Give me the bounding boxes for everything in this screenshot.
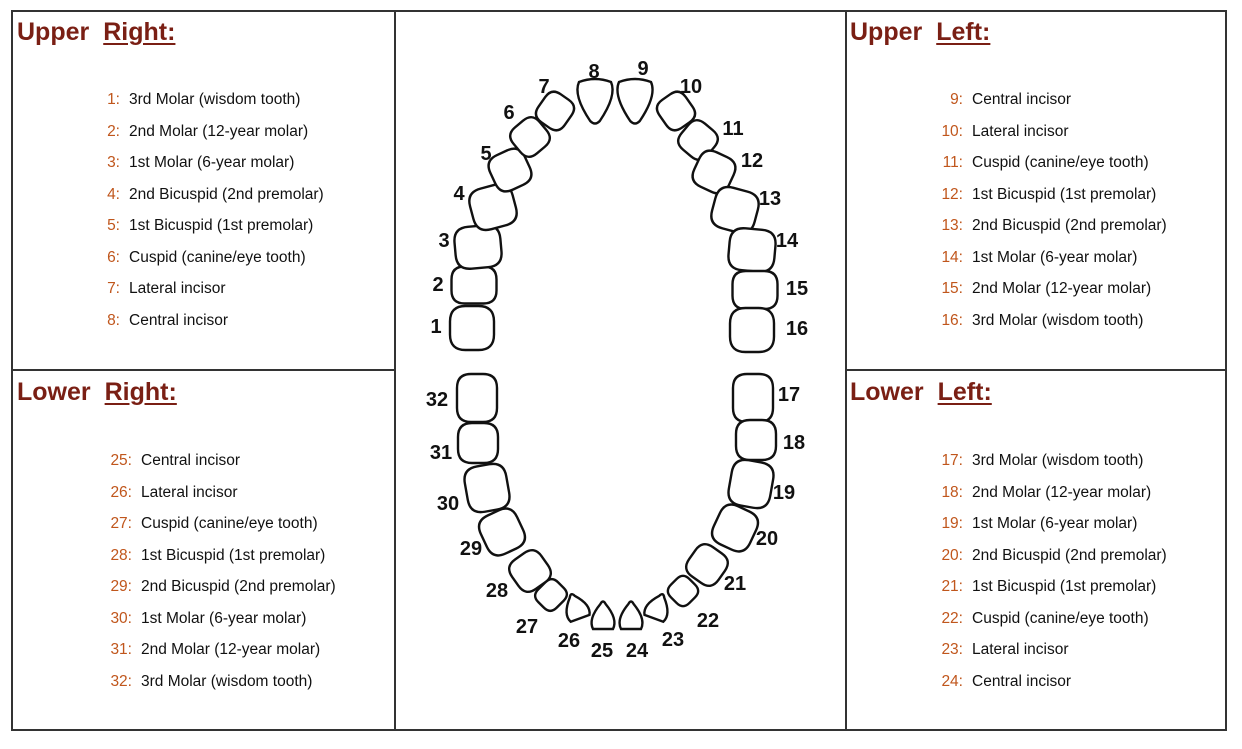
tooth-list-number: 18:	[941, 483, 963, 501]
tooth-list-number: 14:	[941, 248, 963, 266]
tooth-list-number: 12:	[941, 185, 963, 203]
tooth-list-item	[96, 116, 324, 148]
tooth-list-name: Central incisor	[141, 452, 241, 469]
tooth-list-item	[100, 571, 336, 603]
tooth-list-number: 8:	[107, 311, 120, 329]
tooth-number-label: 21	[723, 573, 747, 595]
tooth-list-name: 1st Bicuspid (1st premolar)	[972, 185, 1157, 203]
tooth-number-label: 17	[777, 384, 801, 406]
title-word: Lower	[17, 378, 91, 406]
tooth-list-item	[100, 634, 336, 666]
tooth-19	[726, 458, 775, 511]
tooth-list-name: 2nd Bicuspid (2nd premolar)	[972, 217, 1167, 234]
tooth-number-label: 9	[637, 58, 649, 80]
tooth-list-item	[930, 116, 1167, 148]
tooth-18	[736, 420, 776, 460]
tooth-list-name: 3rd Molar (wisdom tooth)	[141, 672, 313, 690]
quadrant-title	[17, 378, 177, 407]
tooth-list-item	[930, 666, 1167, 698]
title-side: Left:	[936, 18, 991, 46]
tooth-number-label: 18	[782, 432, 806, 454]
tooth-list-name: 1st Molar (6-year molar)	[141, 609, 307, 627]
tooth-number-label: 23	[661, 629, 685, 651]
tooth-8	[577, 79, 612, 124]
tooth-list-name: 3rd Molar (wisdom tooth)	[972, 311, 1144, 329]
tooth-list	[930, 445, 1167, 697]
tooth-list-name: Central incisor	[129, 311, 229, 329]
tooth-list-name: Lateral incisor	[972, 641, 1069, 658]
tooth-list	[100, 445, 336, 697]
tooth-list-number: 31:	[110, 641, 132, 658]
tooth-number-label: 10	[679, 76, 703, 98]
tooth-list-item	[930, 147, 1167, 179]
tooth-15	[733, 271, 778, 309]
tooth-list-name: 2nd Bicuspid (2nd premolar)	[972, 546, 1167, 564]
tooth-number-label: 31	[429, 442, 453, 464]
tooth-list-number: 3:	[107, 154, 120, 171]
tooth-number-label: 30	[436, 493, 460, 515]
tooth-list-number: 5:	[107, 217, 120, 234]
tooth-list-item	[930, 603, 1167, 635]
tooth-list-item	[930, 179, 1167, 211]
tooth-2	[452, 267, 497, 304]
tooth-list-number: 10:	[941, 122, 963, 140]
tooth-number-label: 12	[740, 150, 764, 172]
tooth-chart-diagram	[396, 12, 845, 731]
tooth-list	[930, 84, 1167, 336]
tooth-list-number: 19:	[941, 515, 963, 532]
tooth-list-name: 1st Bicuspid (1st premolar)	[141, 546, 326, 564]
tooth-number-label: 20	[755, 528, 779, 550]
tooth-25	[592, 602, 615, 630]
tooth-list-name: Cuspid (canine/eye tooth)	[972, 609, 1149, 627]
tooth-list-item	[930, 445, 1167, 477]
title-side: Left:	[937, 378, 992, 406]
tooth-17	[733, 374, 773, 422]
tooth-list-name: Cuspid (canine/eye tooth)	[141, 515, 318, 532]
title-word: Upper	[17, 18, 90, 46]
tooth-list-number: 2:	[107, 122, 120, 140]
tooth-number-label: 28	[485, 580, 509, 602]
tooth-list-item	[930, 477, 1167, 509]
tooth-number-label: 25	[590, 640, 614, 662]
tooth-list-item	[930, 84, 1167, 116]
tooth-list-number: 6:	[107, 248, 120, 266]
tooth-list-number: 11:	[942, 154, 963, 171]
teeth-group	[450, 79, 778, 629]
tooth-31	[458, 423, 498, 463]
tooth-list-name: 3rd Molar (wisdom tooth)	[129, 91, 301, 108]
tooth-number-label: 14	[775, 230, 799, 252]
tooth-list-number: 25:	[110, 452, 132, 469]
tooth-list-item	[930, 571, 1167, 603]
tooth-list-name: 1st Molar (6-year molar)	[972, 248, 1138, 266]
tooth-1	[450, 306, 494, 350]
tooth-number-label: 6	[503, 102, 515, 124]
tooth-list-item	[100, 477, 336, 509]
title-word: Lower	[850, 378, 924, 406]
title-word: Upper	[850, 18, 923, 46]
tooth-list-name: Central incisor	[972, 672, 1072, 690]
tooth-list-name: 2nd Bicuspid (2nd premolar)	[129, 185, 324, 203]
tooth-list-number: 24:	[941, 672, 963, 690]
tooth-list-number: 30:	[110, 609, 132, 627]
tooth-list-name: 1st Bicuspid (1st premolar)	[972, 578, 1157, 595]
title-side: Right:	[103, 18, 176, 46]
tooth-list-item	[96, 84, 324, 116]
tooth-list-item	[96, 210, 324, 242]
tooth-number-label: 7	[538, 76, 550, 98]
tooth-list-name: Central incisor	[972, 91, 1072, 108]
tooth-list-name: Cuspid (canine/eye tooth)	[972, 154, 1149, 171]
tooth-number-label: 26	[557, 630, 581, 652]
tooth-number-label: 11	[722, 118, 744, 140]
tooth-number-labels	[426, 58, 808, 662]
tooth-number-label: 5	[480, 143, 492, 165]
tooth-list-item	[100, 603, 336, 635]
tooth-32	[457, 374, 497, 422]
tooth-list-name: 3rd Molar (wisdom tooth)	[972, 452, 1144, 469]
quadrant-title	[850, 18, 990, 47]
tooth-list-item	[100, 666, 336, 698]
tooth-number-label: 2	[432, 274, 444, 296]
tooth-list-item	[100, 445, 336, 477]
divider-right-horizontal	[845, 369, 1227, 371]
tooth-list-item	[96, 179, 324, 211]
tooth-list-name: Lateral incisor	[129, 280, 226, 297]
tooth-list-name: 2nd Molar (12-year molar)	[141, 641, 321, 658]
tooth-number-label: 13	[758, 188, 782, 210]
tooth-list-number: 28:	[110, 546, 132, 564]
tooth-list-item	[930, 540, 1167, 572]
tooth-list-item	[100, 508, 336, 540]
tooth-list-name: Lateral incisor	[972, 122, 1069, 140]
divider-left-horizontal	[11, 369, 396, 371]
tooth-list-item	[930, 305, 1167, 337]
tooth-list-number: 1:	[107, 91, 120, 108]
tooth-16	[730, 308, 774, 352]
tooth-list-name: 1st Bicuspid (1st premolar)	[129, 217, 314, 234]
tooth-list-number: 15:	[941, 280, 963, 297]
tooth-list-number: 20:	[941, 546, 963, 564]
tooth-list-item	[930, 210, 1167, 242]
tooth-list-name: Cuspid (canine/eye tooth)	[129, 248, 306, 266]
tooth-number-label: 15	[785, 278, 809, 300]
tooth-list-number: 13:	[941, 217, 963, 234]
tooth-number-label: 32	[425, 389, 449, 411]
tooth-list-name: 2nd Molar (12-year molar)	[129, 122, 309, 140]
tooth-list-number: 22:	[941, 609, 963, 627]
tooth-24	[620, 602, 643, 630]
tooth-list-number: 32:	[110, 672, 132, 690]
quadrant-title	[850, 378, 992, 407]
tooth-list-item	[930, 634, 1167, 666]
tooth-list-number: 17:	[941, 452, 963, 469]
tooth-number-label: 1	[430, 316, 442, 338]
tooth-number-label: 29	[459, 538, 483, 560]
tooth-list-item	[96, 273, 324, 305]
tooth-list-number: 7:	[107, 280, 120, 297]
tooth-list-name: 2nd Bicuspid (2nd premolar)	[141, 578, 336, 595]
tooth-list-item	[96, 242, 324, 274]
tooth-list-item	[930, 508, 1167, 540]
title-side: Right:	[104, 378, 177, 406]
tooth-list-name: 1st Molar (6-year molar)	[972, 515, 1138, 532]
tooth-list-name: Lateral incisor	[141, 483, 238, 501]
tooth-list-name: 2nd Molar (12-year molar)	[972, 483, 1152, 501]
tooth-9	[617, 79, 652, 124]
tooth-list-number: 29:	[110, 578, 132, 595]
tooth-list-number: 16:	[941, 311, 963, 329]
tooth-list-number: 23:	[941, 641, 963, 658]
tooth-list	[96, 84, 324, 336]
quadrant-title	[17, 18, 175, 47]
tooth-number-label: 19	[772, 482, 796, 504]
tooth-list-number: 9:	[950, 91, 963, 108]
tooth-3	[453, 224, 502, 270]
tooth-list-item	[96, 147, 324, 179]
tooth-number-label: 16	[785, 318, 809, 340]
tooth-list-number: 21:	[941, 578, 963, 595]
tooth-list-item	[930, 273, 1167, 305]
tooth-list-item	[100, 540, 336, 572]
tooth-number-label: 8	[588, 61, 600, 83]
tooth-number-label: 3	[438, 230, 450, 252]
tooth-number-label: 24	[625, 640, 649, 662]
tooth-list-item	[930, 242, 1167, 274]
tooth-list-number: 27:	[110, 515, 132, 532]
tooth-list-number: 26:	[110, 483, 132, 501]
tooth-list-item	[96, 305, 324, 337]
tooth-number-label: 22	[696, 610, 720, 632]
tooth-list-number: 4:	[107, 185, 120, 203]
tooth-list-name: 1st Molar (6-year molar)	[129, 154, 295, 171]
tooth-14	[727, 227, 776, 273]
tooth-30	[462, 462, 511, 515]
tooth-list-name: 2nd Molar (12-year molar)	[972, 280, 1152, 297]
tooth-number-label: 27	[515, 616, 539, 638]
tooth-number-label: 4	[453, 183, 465, 205]
